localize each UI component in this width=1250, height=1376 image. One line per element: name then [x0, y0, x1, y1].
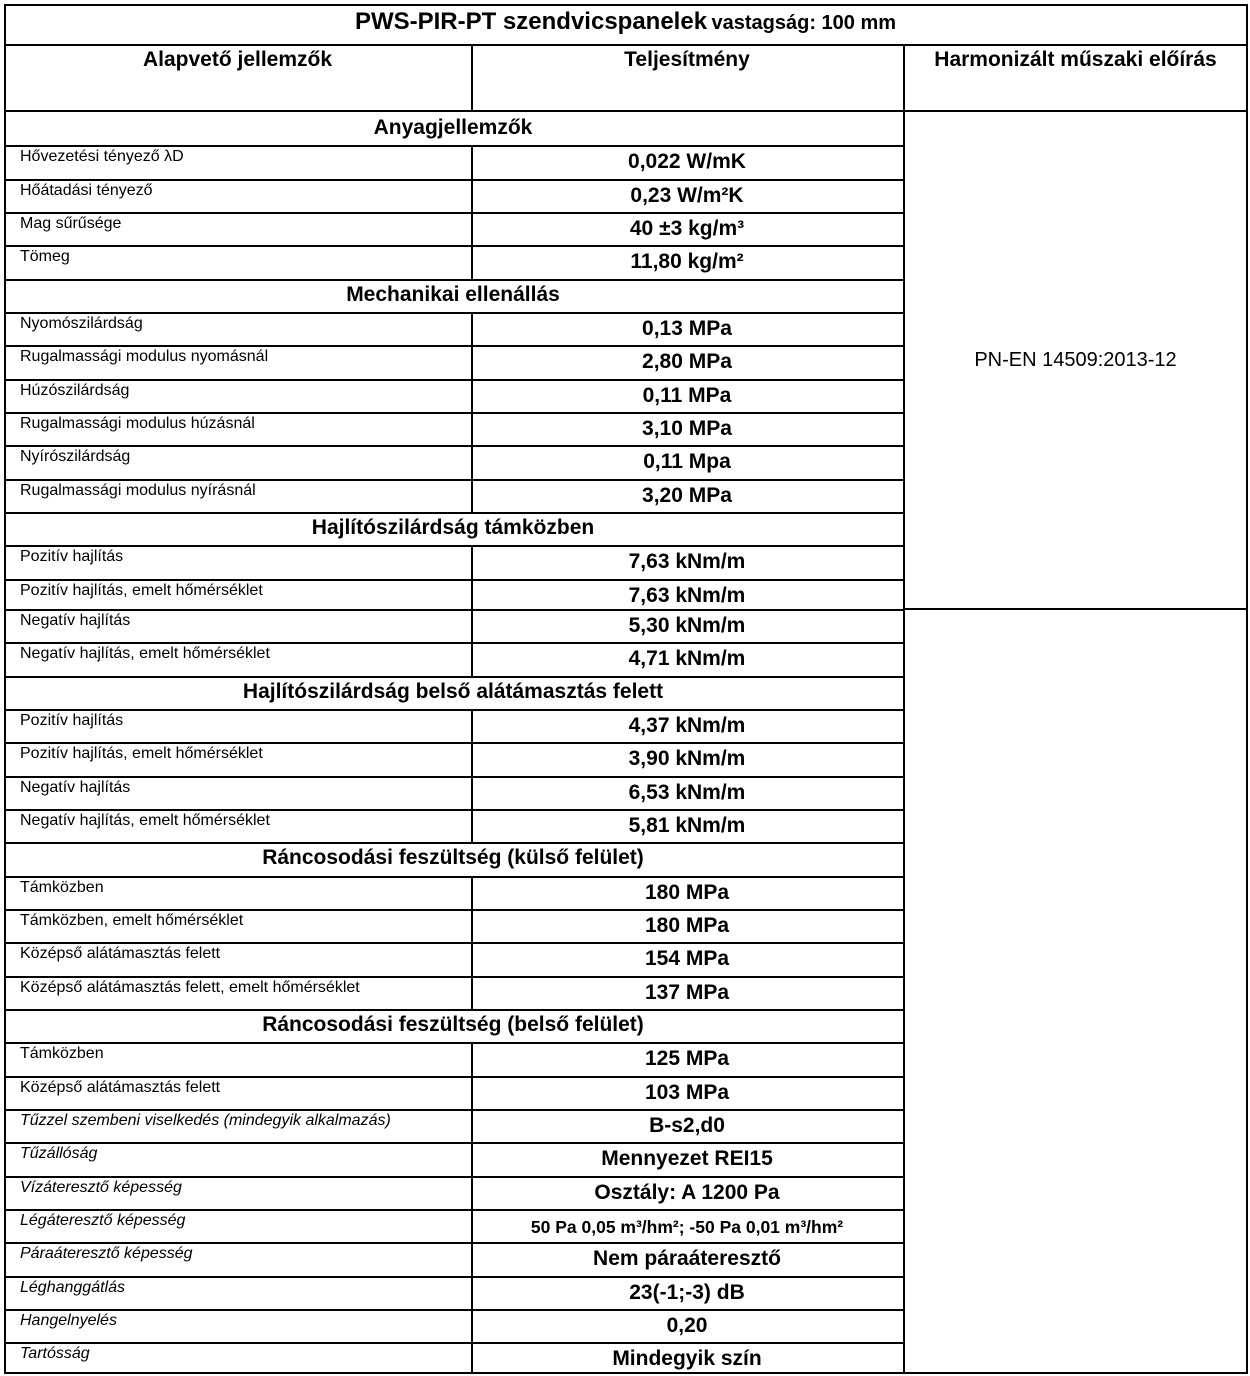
row-value: 6,53 kNm/m [628, 781, 746, 804]
row-label: Pozitív hajlítás [20, 712, 124, 729]
row-label: Tartósság [20, 1345, 90, 1362]
row-label: Negatív hajlítás, emelt hőmérséklet [20, 645, 270, 662]
row-label: Húzószilárdság [20, 382, 130, 399]
row-label: Középső alátámasztás felett [20, 945, 221, 962]
row-value: Osztály: A 1200 Pa [594, 1181, 780, 1204]
row-value: 23(-1;-3) dB [629, 1281, 745, 1304]
grid-line [4, 44, 1247, 46]
row-value: 0,23 W/m²K [630, 184, 744, 207]
title-thickness: vastagság: 100 mm [711, 12, 897, 34]
row-value: 7,63 kNm/m [628, 550, 746, 573]
header-characteristics: Alapvető jellemzők [142, 48, 333, 71]
row-label: Rugalmassági modulus nyomásnál [20, 348, 269, 365]
row-value: 137 MPa [644, 981, 730, 1004]
grid-line [903, 44, 905, 1373]
row-label: Léghanggátlás [20, 1279, 125, 1296]
row-value: 103 MPa [644, 1081, 730, 1104]
row-label: Légáteresztő képesség [20, 1212, 186, 1229]
row-value: B-s2,d0 [649, 1114, 725, 1137]
row-label: Rugalmassági modulus húzásnál [20, 415, 255, 432]
header-standard: Harmonizált műszaki előírás [934, 48, 1217, 71]
row-value: 4,37 kNm/m [628, 714, 746, 737]
row-value: 154 MPa [644, 947, 730, 970]
row-label: Negatív hajlítás [20, 612, 131, 629]
row-label: Nyírószilárdság [20, 448, 131, 465]
row-label: Hangelnyelés [20, 1312, 117, 1329]
row-label: Rugalmassági modulus nyírásnál [20, 482, 256, 499]
row-label: Nyomószilárdság [20, 315, 143, 332]
row-label: Támközben, emelt hőmérséklet [20, 912, 244, 929]
row-value: 3,10 MPa [642, 417, 732, 440]
row-value: 125 MPa [644, 1047, 730, 1070]
row-label: Támközben [20, 1045, 104, 1062]
row-label: Középső alátámasztás felett [20, 1079, 221, 1096]
row-value: 180 MPa [644, 881, 730, 904]
section-heading: Ráncosodási feszültség (külső felület) [262, 846, 644, 869]
row-label: Tömeg [20, 248, 70, 265]
row-label: Tűzállóság [20, 1145, 98, 1162]
row-value: 0,20 [666, 1314, 708, 1337]
row-label: Hővezetési tényező λD [20, 148, 184, 165]
section-heading: Anyagjellemzők [373, 116, 533, 139]
row-value: 0,13 MPa [642, 317, 732, 340]
row-value: 0,11 MPa [642, 384, 732, 407]
row-label: Vízáteresztő képesség [20, 1179, 182, 1196]
row-label: Pozitív hajlítás, emelt hőmérséklet [20, 582, 263, 599]
table-title [4, 8, 1247, 36]
row-label: Negatív hajlítás, emelt hőmérséklet [20, 812, 270, 829]
section-heading: Hajlítószilárdság támközben [311, 516, 595, 539]
row-value: Nem páraáteresztő [593, 1247, 781, 1270]
standard-cell: PN-EN 14509:2013-12 [974, 349, 1177, 371]
row-value: 180 MPa [644, 914, 730, 937]
section-heading: Mechanikai ellenállás [346, 283, 560, 306]
row-value: 3,20 MPa [642, 484, 732, 507]
row-value: 4,71 kNm/m [628, 647, 746, 670]
grid-line [4, 4, 1247, 6]
row-label: Mag sűrűsége [20, 215, 122, 232]
header-performance: Teljesítmény [624, 48, 750, 71]
row-value: 0,11 Mpa [643, 450, 731, 473]
row-value: Mindegyik szín [612, 1347, 762, 1370]
row-label: Páraáteresztő képesség [20, 1245, 193, 1262]
row-value: 5,81 kNm/m [628, 814, 746, 837]
row-label: Pozitív hajlítás [20, 548, 124, 565]
grid-line [4, 110, 1247, 112]
row-value: 50 Pa 0,05 m³/hm²; -50 Pa 0,01 m³/hm² [530, 1217, 844, 1237]
section-heading: Ráncosodási feszültség (belső felület) [262, 1013, 644, 1036]
row-value: 3,90 kNm/m [628, 747, 746, 770]
row-value: 11,80 kg/m² [630, 250, 744, 273]
row-label: Pozitív hajlítás, emelt hőmérséklet [20, 745, 263, 762]
row-label: Középső alátámasztás felett, emelt hőmérséklet [20, 979, 360, 996]
row-value: 5,30 kNm/m [628, 614, 746, 637]
row-value: 40 ±3 kg/m³ [629, 217, 745, 240]
row-label: Hőátadási tényező [20, 182, 153, 199]
section-heading: Hajlítószilárdság belső alátámasztás felett [242, 680, 664, 703]
row-value: Mennyezet REI15 [601, 1147, 773, 1170]
row-value: 2,80 MPa [642, 350, 732, 373]
grid-line [471, 44, 473, 112]
row-label: Negatív hajlítás [20, 779, 131, 796]
row-label: Tűzzel szembeni viselkedés (mindegyik alkalmazás) [20, 1112, 391, 1129]
grid-line [903, 608, 1247, 610]
row-label: Támközben [20, 879, 104, 896]
title-main: PWS-PIR-PT szendvicspanelek [354, 8, 708, 35]
grid-line [1246, 4, 1248, 1374]
row-value: 0,022 W/mK [628, 150, 746, 173]
row-value: 7,63 kNm/m [628, 584, 746, 607]
